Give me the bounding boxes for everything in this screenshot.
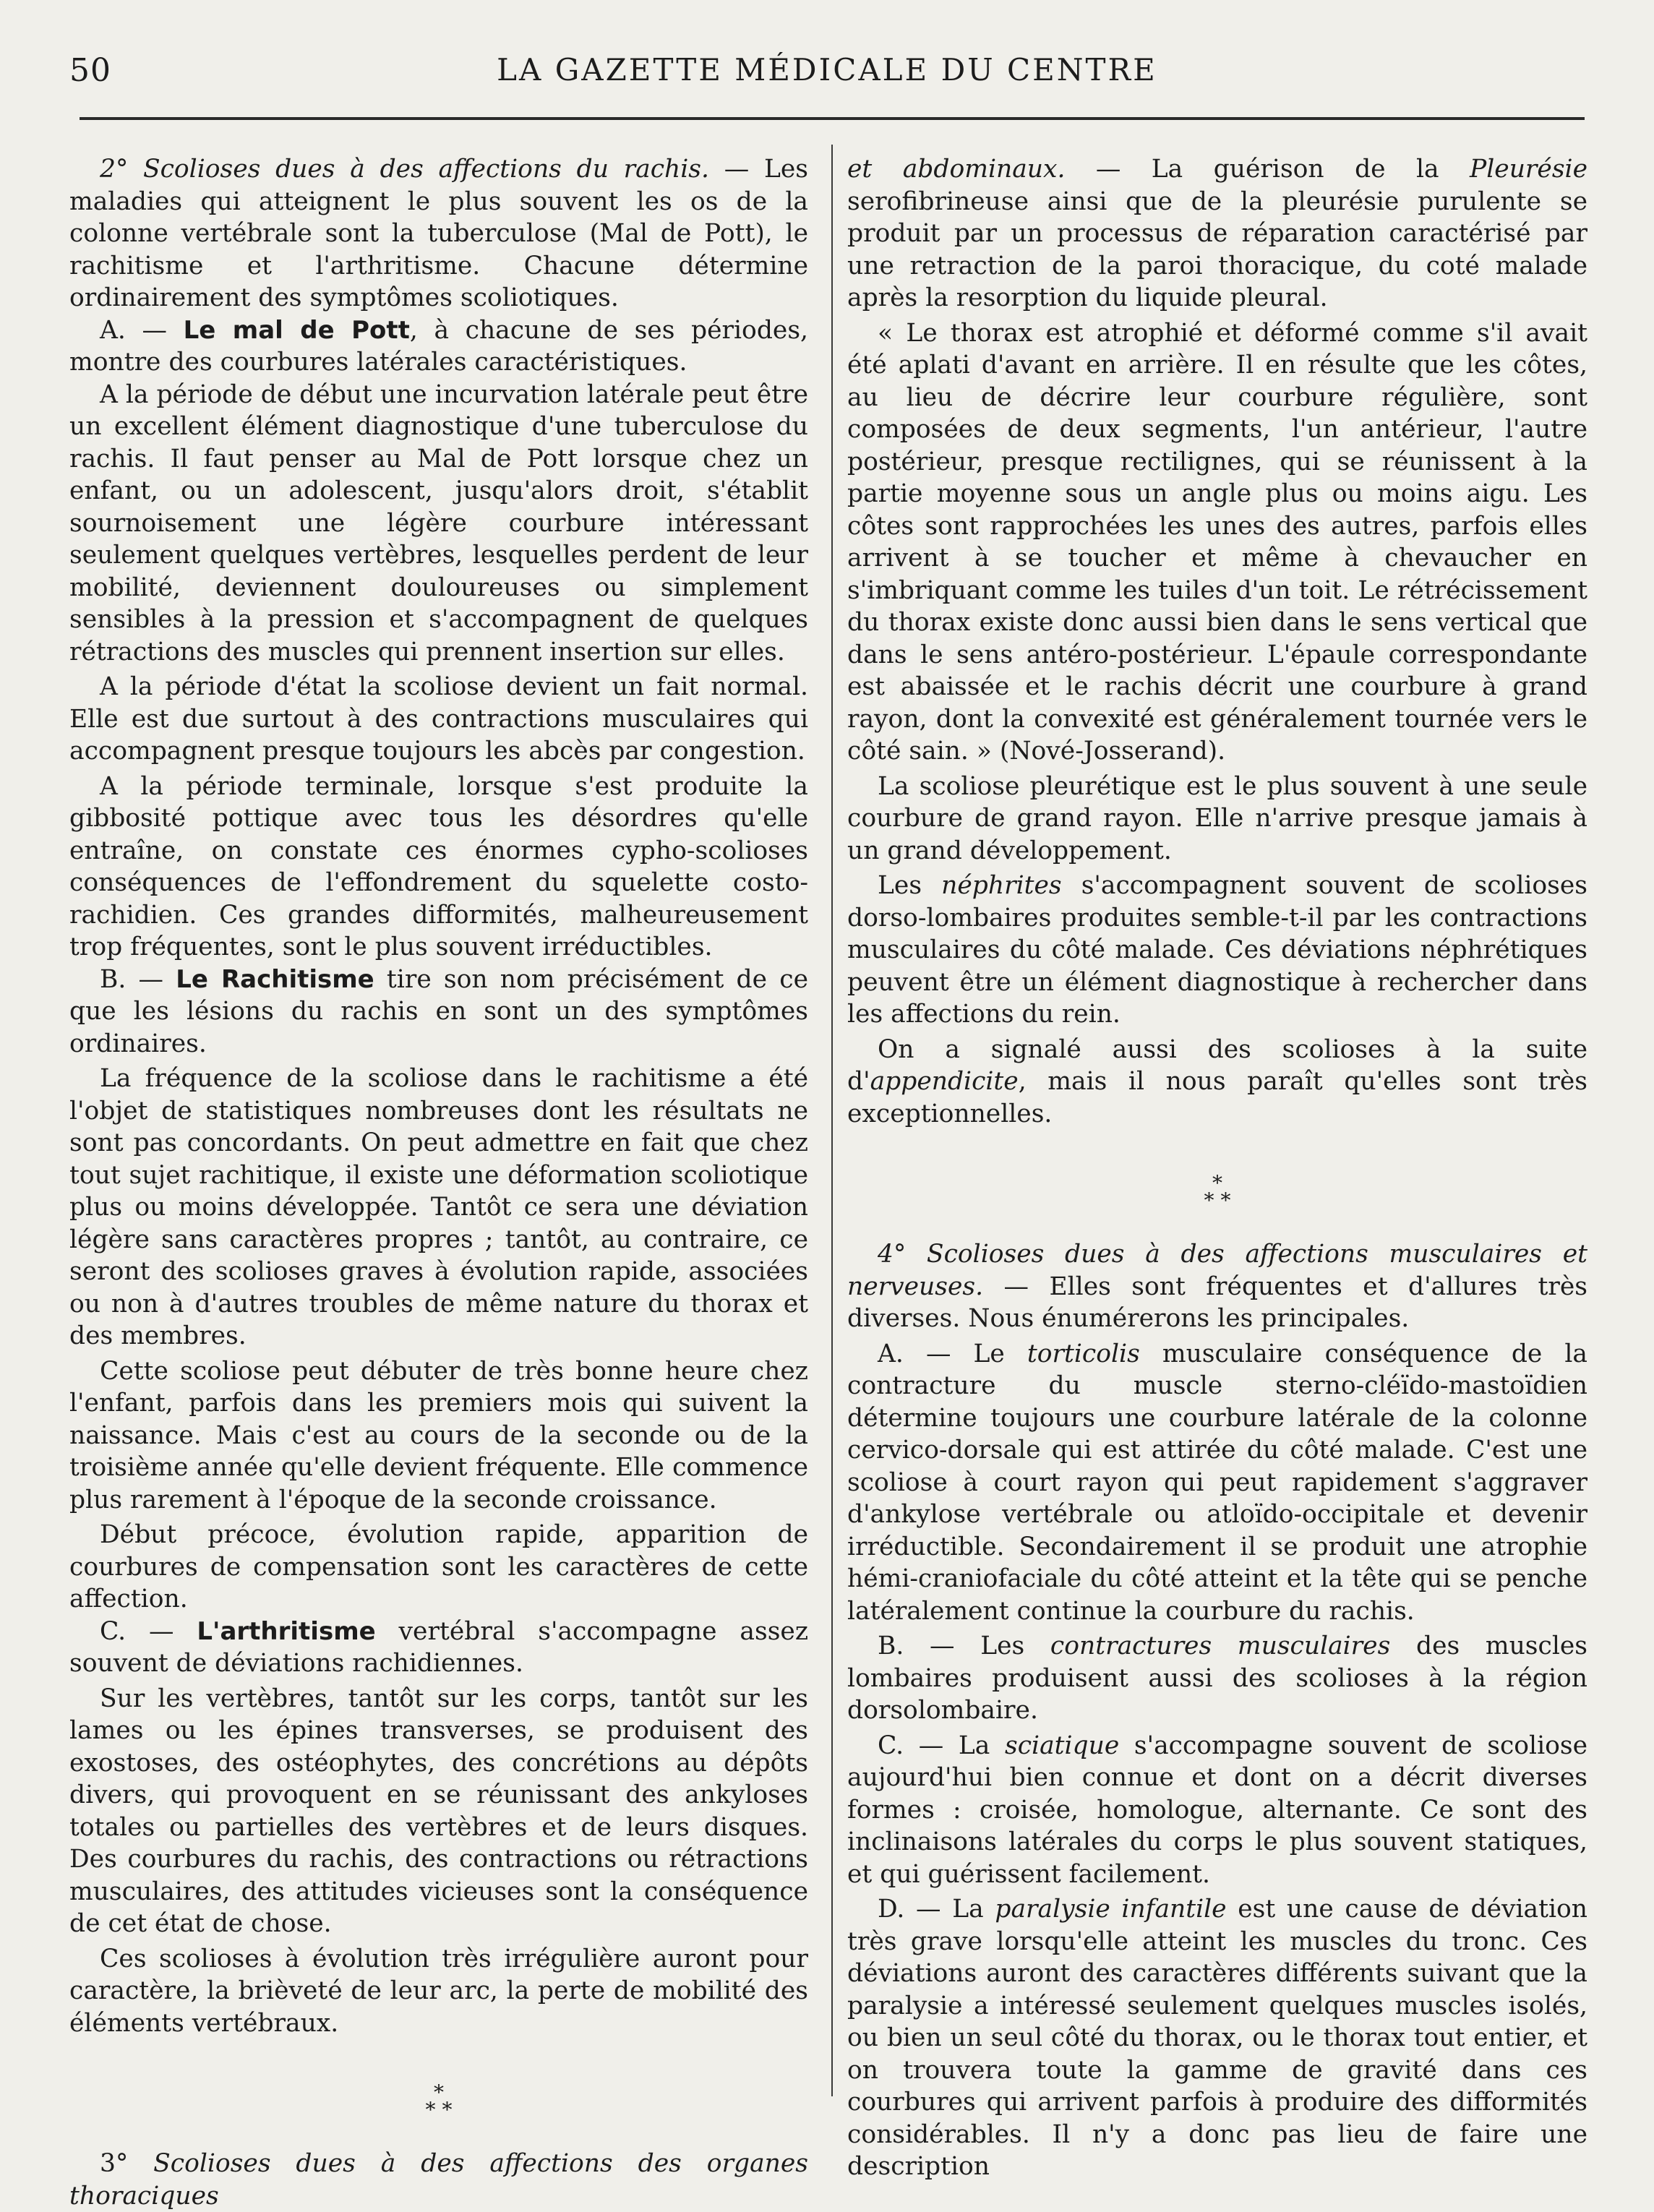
paragraph bbox=[69, 2148, 808, 2212]
paragraph-text: — Les maladies qui atteignent le plus souvent les os de la colonne vertébrale sont la tuberculose (Mal de Pott), le rachitisme et l'arthritisme. Chacune détermine ordinairement des symptômes scoliotiques. bbox=[69, 155, 809, 312]
paragraph: Cette scoliose peut débuter de très bonne heure chez l'enfant, parfois dans les premiers mois qui suivent la naissance. Mais c'est au cours de la seconde ou de la troisième année qu'elle devient fréquente. Elle commence plus rarement à l'époque de la seconde croissance. bbox=[69, 1356, 808, 1514]
page-header bbox=[69, 52, 1585, 95]
italic-term: sciatique bbox=[1005, 1731, 1120, 1760]
paragraph bbox=[847, 870, 1587, 1031]
paragraph: « Le thorax est atrophié et déformé comme s'il avait été aplati d'avant en arrière. Il en résulte que les côtes, au lieu de décrire leur courbure régulière, sont composées de deux segments, l'un antérieur, l'autre postérieur, presque rectilignes, qui se réunissent à la partie moyenne sous un angle plus ou moins aigu. Les côtes sont rapprochées les unes des autres, parfois elles arrivent à se toucher et même à chevaucher en s'imbriquant comme les tuiles d'un toit. Le rétrécissement du thorax existe donc aussi bien dans le sens vertical que dans le sens antéro-postérieur. L'épaule correspondante est abaissée et le rachis décrit une courbure à grand rayon, dont la convexité est généralement tournée vers le côté sain. » (Nové-Josserand). bbox=[847, 318, 1587, 766]
paragraph bbox=[69, 1616, 808, 1680]
section-heading: Scolioses dues à des affections des organes thoraciques bbox=[69, 2149, 809, 2211]
paragraph bbox=[847, 153, 1587, 314]
paragraph bbox=[69, 964, 808, 1060]
header-rule bbox=[80, 117, 1585, 120]
column-divider bbox=[831, 145, 833, 2096]
paragraph-text: , mais il nous paraît qu'elles sont très exceptionnelles. bbox=[847, 1067, 1587, 1128]
separator-star: * bbox=[434, 2080, 444, 2104]
italic-term: Pleurésie bbox=[1470, 155, 1587, 184]
paragraph: A la période d'état la scoliose devient un fait normal. Elle est due surtout à des contractions musculaires qui accompagnent presque toujours les abcès par congestion. bbox=[69, 672, 808, 766]
paragraph-text: — Elles sont fréquentes et d'allures très diverses. Nous énumérerons les principales. bbox=[847, 1272, 1587, 1333]
italic-term: contractures musculaires bbox=[1050, 1632, 1391, 1660]
paragraph bbox=[847, 1034, 1587, 1131]
paragraph-text: Les bbox=[878, 871, 942, 900]
paragraph bbox=[847, 1630, 1587, 1727]
section-heading-continued: et abdominaux. bbox=[847, 155, 1066, 184]
paragraph: A la période de début une incurvation latérale peut être un excellent élément diagnostique d'une tuberculose du rachis. Il faut penser au Mal de Pott lorsque chez un enfant, ou un adolescent, jusqu'alors droit, s'établit sournoisement une légère courbure intéressant seulement quelques vertèbres, lesquelles perdent de leur mobilité, deviennent douloureuses ou simplement sensibles à la pression et s'accompagnent de quelques rétractions des muscles qui prennent insertion sur elles. bbox=[69, 380, 808, 666]
separator-star: * bbox=[1212, 1171, 1222, 1195]
section-separator bbox=[847, 1171, 1587, 1212]
paragraph-text: On a signalé aussi des scolioses à la suite d' bbox=[847, 1034, 1587, 1096]
running-title: LA GAZETTE MÉDICALE DU CENTRE bbox=[497, 52, 1157, 87]
paragraph-text: , à chacune de ses périodes, montre des courbures latérales caractéristiques. bbox=[69, 315, 808, 377]
italic-term: paralysie infantile bbox=[995, 1895, 1227, 1924]
paragraph: Début précoce, évolution rapide, apparition de courbures de compensation sont les caractères de cette affection. bbox=[69, 1520, 808, 1613]
paragraph-text: serofibrineuse ainsi que de la pleurésie purulente se produit par un processus de réparation caractérisé par une retraction de la paroi thoracique, du coté malade après la resorption du liquide pleural. bbox=[847, 187, 1587, 312]
separator-stars: * * bbox=[1204, 1188, 1231, 1212]
page-number: 50 bbox=[69, 52, 111, 89]
paragraph: Sur les vertèbres, tantôt sur les corps, tantôt sur les lames ou les épines transverses, se produisent des exostoses, des ostéophytes, des concrétions au dépôts divers, qui provoquent en se réunissant des ankyloses totales ou partielles des vertèbres et de leurs disques. Des courbures du rachis, des contractions ou rétractions musculaires, des attitudes vicieuses sont la conséquence de cet état de chose. bbox=[69, 1684, 808, 1938]
paragraph: La scoliose pleurétique est le plus souvent à une seule courbure de grand rayon. Elle n'arrive presque jamais à un grand développement. bbox=[847, 771, 1587, 865]
left-column bbox=[69, 153, 809, 2211]
paragraph: A la période terminale, lorsque s'est produite la gibbosité pottique avec tous les désordres qu'elle entraîne, on constate ces énormes cypho-scolioses conséquences de l'effondrement du squelette costo-rachidien. Ces grandes difformités, malheureusement trop fréquentes, sont le plus souvent irréductibles. bbox=[69, 771, 808, 961]
separator-stars: * * bbox=[425, 2098, 453, 2122]
italic-term: néphrites bbox=[941, 871, 1062, 900]
paragraph-text: A. — Le bbox=[878, 1339, 1027, 1368]
paragraph-text: des muscles lombaires produisent aussi des scolioses à la région dorsolombaire. bbox=[847, 1632, 1587, 1725]
paragraph bbox=[69, 314, 808, 379]
paragraph bbox=[847, 1893, 1587, 2183]
subsection-letter: C. — bbox=[100, 1616, 197, 1646]
paragraph-text: s'accompagne souvent de scoliose aujourd'hui bien connue et dont on a décrit diverses formes : croisée, homologue, alternante. Ce sont des inclinaisons latérales du corps le plus souvent statiques, et qui guérissent facilement. bbox=[847, 1731, 1587, 1889]
paragraph-text: B. — Les bbox=[878, 1632, 1050, 1660]
paragraph bbox=[847, 1238, 1587, 1335]
paragraph-text: musculaire conséquence de la contracture du muscle sterno-cléïdo-mastoïdien détermine toujours une courbure latérale de la colonne cervico-dorsale qui est attirée du côté malade. C'est une scoliose à court rayon qui peut rapidement s'aggraver d'ankylose vertébrale ou atloïdo-occipitale et devenir irréductible. Secondairement il se produit une atrophie hémi-craniofaciale du côté atteint et la tête qui se penche latéralement continue la courbure du rachis. bbox=[847, 1339, 1587, 1626]
subsection-letter: B. — bbox=[100, 964, 176, 994]
section-number: 3° bbox=[100, 2149, 154, 2178]
paragraph-text: vertébral s'accompagne assez souvent de déviations rachidiennes. bbox=[69, 1616, 808, 1678]
right-column bbox=[847, 153, 1587, 2181]
section-heading: 2° Scolioses dues à des affections du rachis. bbox=[100, 155, 709, 184]
paragraph bbox=[847, 1338, 1587, 1628]
subsection-heading: Le mal de Pott bbox=[183, 315, 410, 345]
section-heading: 4° Scolioses dues à des affections musculaires et nerveuses. bbox=[847, 1240, 1587, 1301]
italic-term: torticolis bbox=[1027, 1339, 1140, 1368]
paragraph-text: s'accompagnent souvent de scolioses dorso-lombaires produites semble-t-il par les contractions musculaires du côté malade. Ces déviations néphrétiques peuvent être un élément diagnostique à rechercher dans les affections du rein. bbox=[847, 871, 1587, 1029]
paragraph-text: — La guérison de la bbox=[1065, 155, 1470, 184]
paragraph: La fréquence de la scoliose dans le rachitisme a été l'objet de statistiques nombreuses dont les résultats ne sont pas concordants. On peut admettre en fait que chez tout sujet rachitique, il existe une déformation scoliotique plus ou moins développée. Tantôt ce sera une déviation légère sans caractères propres ; tantôt, au contraire, ce seront des scolioses graves à évolution rapide, associées ou non à d'autres troubles de même nature du thorax et des membres. bbox=[69, 1064, 808, 1350]
paragraph-text: C. — La bbox=[878, 1731, 1006, 1760]
paragraph bbox=[847, 1730, 1587, 1891]
paragraph bbox=[69, 153, 808, 314]
subsection-heading: Le Rachitisme bbox=[176, 964, 374, 994]
subsection-heading: L'arthritisme bbox=[197, 1616, 376, 1646]
paragraph-text: tire son nom précisément de ce que les lésions du rachis en sont un des symptômes ordinaires. bbox=[69, 964, 808, 1058]
section-separator bbox=[69, 2080, 808, 2122]
paragraph-text: est une cause de déviation très grave lorsqu'elle atteint les muscles du tronc. Ces déviations auront des caractères différents suivant que la paralysie a intéressé seulement quelques muscles isolés, ou bien un seul côté du thorax, ou le thorax tout entier, et on trouvera toute la gamme de gravité dans ces courbures qui arrivent parfois à produire des difformités considérables. Il n'y a donc pas lieu de faire une description bbox=[847, 1895, 1587, 2181]
italic-term: appendicite bbox=[870, 1067, 1019, 1096]
paragraph: Ces scolioses à évolution très irrégulière auront pour caractère, la brièveté de leur arc, la perte de mobilité des éléments vertébraux. bbox=[69, 1944, 808, 2038]
paragraph-text: D. — La bbox=[878, 1895, 995, 1924]
subsection-letter: A. — bbox=[100, 315, 184, 345]
